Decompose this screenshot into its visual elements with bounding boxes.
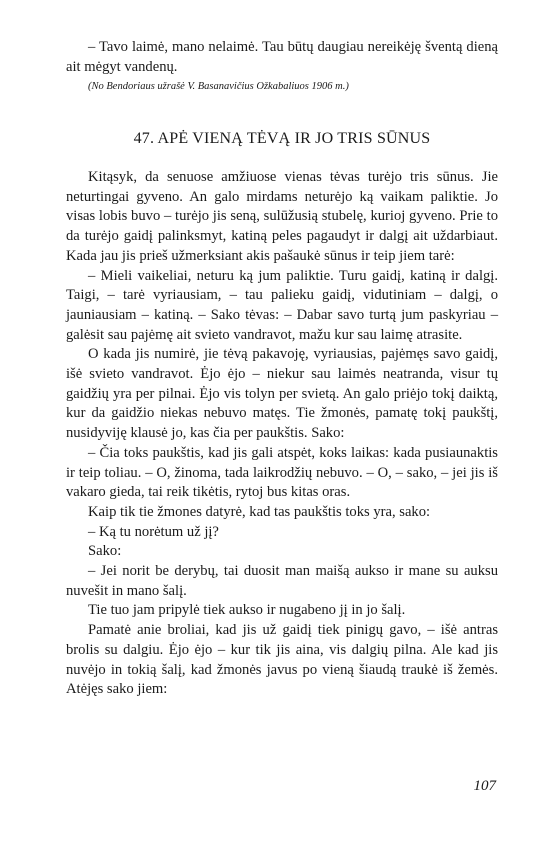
paragraph: – Mieli vaikeliai, neturu ką jum paliktie. Turu gaidį, katiną ir dalgį. Taigi, – tarė vyriausiam, – tau palieku gaidį, vidutiniam – dalgį, o jauniausiam – katiną. – Sako tėvas: – Dabar savo turtą jum paskyriau – galėsit sau pajėmę ait svieto vandravot, mažu kur sau laimę atrasite.: [66, 267, 498, 343]
intro-paragraph: – Tavo laimė, mano nelaimė. Tau būtų daugiau nereikėję šventą dieną ait mėgyt vandenų.: [66, 39, 498, 75]
paragraph: – Jei norit be derybų, tai duosit man maišą aukso ir mane su auksu nuvešit in mano šalį.: [66, 563, 498, 599]
paragraph: Kitąsyk, da senuose amžiuose vienas tėvas turėjo tris sūnus. Jie neturtingai gyveno. An galo mirdams neturėjo ką vaikam paliktie. Jo visas lobis buvo – turėjo jis seną, sulūžusią stubelę, kurioj gyveno. Prie to da turėjo gaidį palinksmyt, katiną peles pagaudyt ir dalgį ait uždarbiaut. Kada jau jis prieš užmerksiant akis pašaukė sūnus ir teip jiem tarė:: [66, 169, 498, 264]
page-number: 107: [473, 778, 496, 794]
paragraph: Pamatė anie broliai, kad jis už gaidį tiek pinigų gavo, – išė antras brolis su dalgiu. Ėjo ėjo – kur tik jis aina, vis dalgių pilna. Ale kad jis nuvėjo in tokią šalį, kad žmonės javus po vieną šiaudą traukė iš žemės. Atėjęs sako jiem:: [66, 622, 498, 698]
story-body: [66, 168, 498, 700]
paragraph: O kada jis numirė, jie tėvą pakavoję, vyriausias, pajėmęs savo gaidį, išė svieto vandravot. Ėjo ėjo – niekur sau laimės neatranda, visur tų gaidžių yra per pilnai. Ėjo vis tolyn per svietą. An galo priėjo tokį daiktą, kur da gaidžio niekas nebuvo matęs. Tie žmonės, pamatę tokį paukštį, nusidyviję klausė jo, kas čia per paukštis. Sako:: [66, 346, 498, 442]
source-note: (No Bendoriaus užrašė V. Basanavičius Ožkabaliuos 1906 m.): [88, 81, 349, 92]
paragraph: – Čia toks paukštis, kad jis gali atspėt, koks laikas: kada pusiaunaktis ir teip toliau. – O, žinoma, tada laikrodžių nebuvo. – O, – sako, – jei jis iš vakaro gieda, tai reik tikėtis, rytoj bus kitas oras.: [66, 444, 498, 501]
intro-block: [66, 38, 498, 77]
story-title: 47. APĖ VIENĄ TĖVĄ IR JO TRIS SŪNUS: [133, 130, 431, 147]
paragraph: – Ką tu norėtum už jį?: [88, 523, 219, 540]
paragraph: Tie tuo jam pripylė tiek aukso ir nugabeno jį in jo šalį.: [88, 602, 406, 619]
paragraph: Sako:: [88, 543, 122, 560]
paragraph: Kaip tik tie žmones datyrė, kad tas paukštis toks yra, sako:: [88, 503, 431, 520]
